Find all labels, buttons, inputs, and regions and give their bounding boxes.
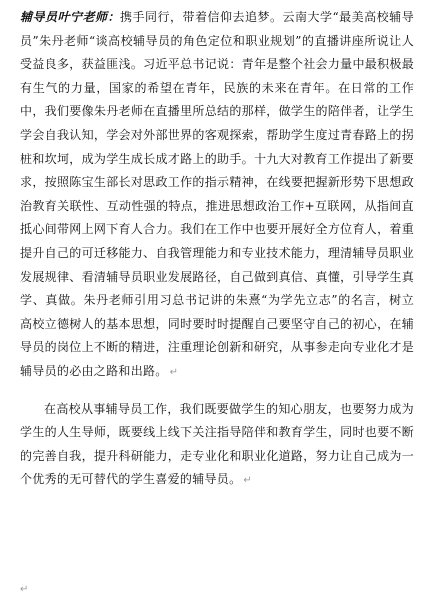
final-paragraph-mark-icon: ↵ — [20, 584, 29, 595]
paragraph-1 — [20, 6, 414, 385]
paragraph-mark-icon: ↵ — [169, 366, 179, 378]
paragraph-1-lead: 辅导员叶宁老师： — [20, 10, 121, 24]
paragraph-1-text: 携手同行，带着信仰去追梦。云南大学“最美高校辅导员”朱丹老师“谈高校辅导员的角色定位和职业规划”的直播讲座所说让人受益良多，获益匪浅。习近平总书记说：青年是整个社会力量中最积极最有生气的力量，国家的希望在青年，民族的未来在青年。在日常的工作中，我们要像朱丹老师在直播里所总结的那样，做学生的陪伴者，让学生学会自我认知，学会对外部世界的客观探索，帮助学生度过青春路上的拐桩和坎坷，成为学生成长成才路上的助手。十九大对教育工作提出了新要求，按照陈宝生部长对思政工作的指示精神，在线要把握新形势下思想政治教育关联性、互动性强的特点，推进思想政治工作+互联网，从指间直抵心间带网上网下育人合力。我们在工作中也要开展好全方位育人，着重提升自己的可迁移能力、自我管理能力和专业技术能力，理清辅导员职业发展规律、看清辅导员职业发展路径，自己做到真信、真懂，引导学生真学、真做。朱丹老师引用习总书记讲的朱熹“为学先立志”的名言，树立高校立德树人的基本思想，同时要时时提醒自己要坚守自己的初心，在辅导员的岗位上不断的精进，注重理论创新和研究，从事参走向专业化才是辅导员的必由之路和出路。 — [20, 10, 414, 378]
paragraph-mark-icon: ↵ — [243, 475, 253, 487]
paragraph-2-text: 在高校从事辅导员工作，我们既要做学生的知心朋友，也要努力成为学生的人生导师，既要线上线下关注指导陪伴和教育学生，同时也要不断的完善自我，提升科研能力，走专业化和职业化道路，努力让自己成为一个优秀的无可替代的学生喜爱的辅导员。 — [20, 401, 414, 487]
paragraph-spacing — [20, 385, 414, 398]
paragraph-2 — [20, 398, 414, 493]
